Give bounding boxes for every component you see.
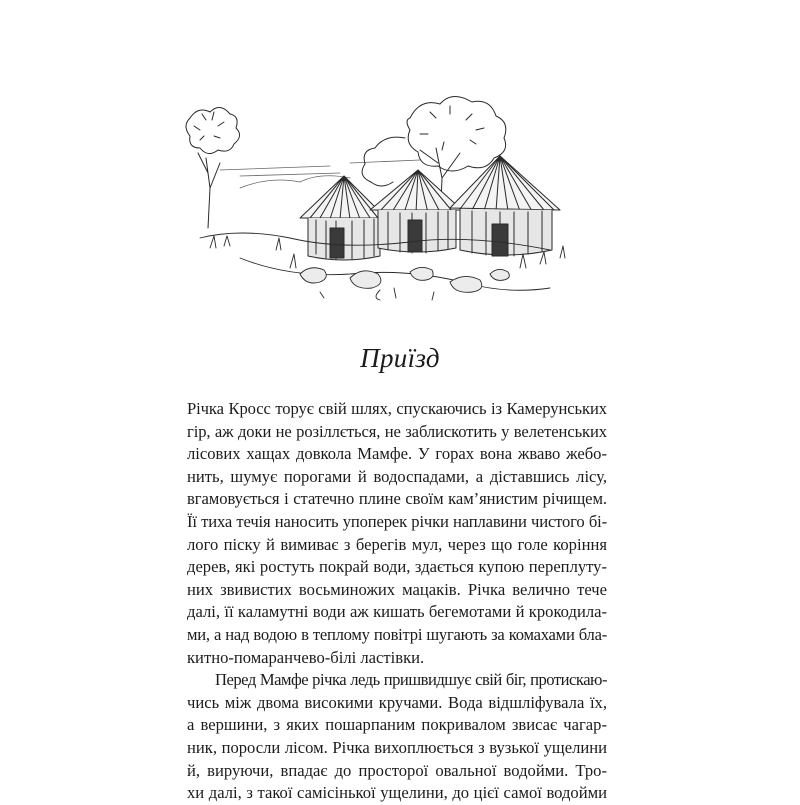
- text-line: лісових хащах довкола Мамфе. У горах вона жваво жебо-: [187, 444, 607, 464]
- text-line: Перед Мамфе річка ледь пришвидшує свій біг, протискаю-: [215, 670, 607, 690]
- text-line: Її тиха течія наносить упоперек річки наплавини чистого бі-: [187, 511, 607, 531]
- hut-left: [300, 176, 386, 260]
- text-line: й, вируючи, впадає до просторої овальної водойми. Тро-: [187, 760, 607, 780]
- text-line: гір, аж доки не розіллється, не заблискотить у велетенських: [187, 421, 607, 441]
- text-line: хи далі, з такої самісінької ущелини, до цієї самої водойми: [187, 783, 607, 803]
- text-line: Річка Кросс торує свій шлях, спускаючись із Камерунських: [187, 399, 607, 418]
- text-line: нить, шумує порогами й водоспадами, а діставшись лісу,: [187, 466, 607, 486]
- text-line: лого піску й вимиває з берегів мул, через що голе коріння: [187, 534, 607, 554]
- text-line: ник, поросли лісом. Річка вихоплюється з вузької ущелини: [187, 737, 607, 757]
- text-line: чись між двома високими кручами. Вода відшліфувала їх,: [187, 692, 607, 712]
- text-line: китно-помаранчево-білі ластівки.: [187, 647, 425, 667]
- body-text: [187, 398, 607, 805]
- text-line: вгамовується і статечно плине своїм кам’янистим річищем.: [187, 489, 607, 509]
- left-tree: [186, 107, 240, 228]
- text-line: а вершини, з яких пошарпаним покривалом звисає чагар-: [187, 715, 607, 735]
- text-line: ми, а над водою в теплому повітрі шугають за комахами бла-: [187, 624, 607, 644]
- chapter-title: Приїзд: [360, 343, 440, 373]
- hut-village-illustration: [180, 78, 580, 308]
- text-line: далі, її каламутні води аж кишать бегемотами й крокодила-: [187, 602, 607, 622]
- text-line: дерев, які ростуть покрай води, здається купою переплуту-: [187, 557, 607, 577]
- text-line: них звивистих восьминожих мацаків. Річка велично тече: [187, 579, 607, 599]
- hut-right: [450, 156, 560, 256]
- hut-middle: [370, 170, 462, 253]
